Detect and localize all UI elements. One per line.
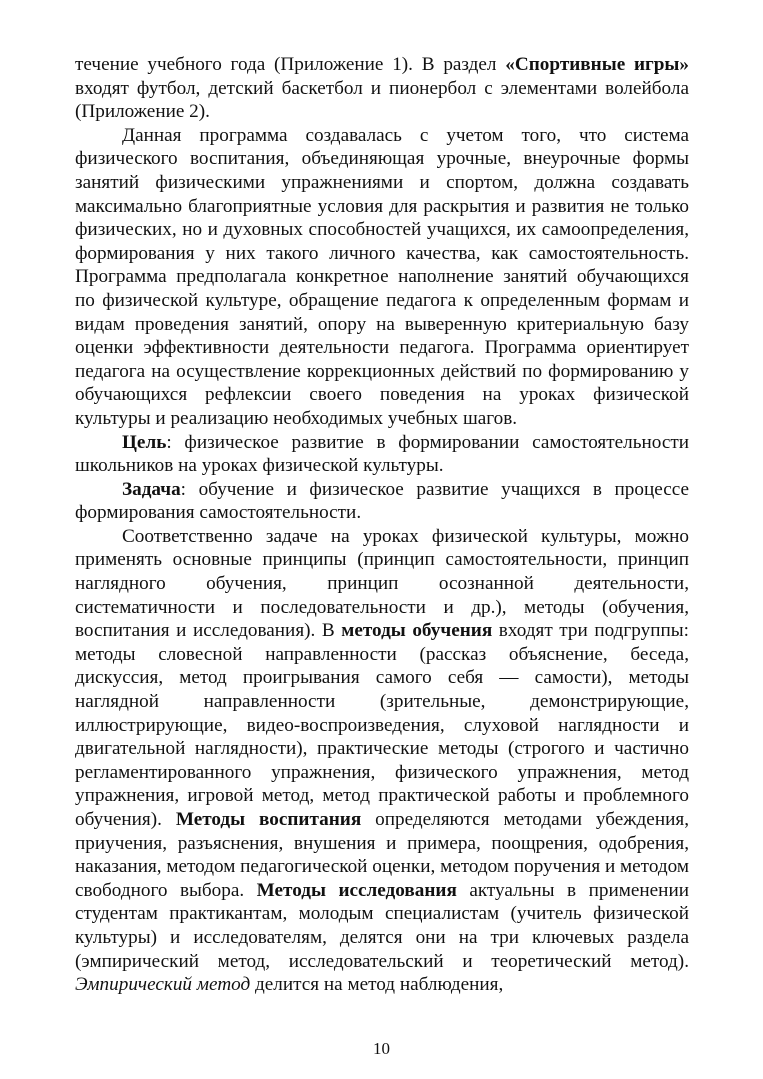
- bold-term: Методы исследования: [256, 879, 457, 901]
- text-run: течение учебного года (Приложение 1). В раздел: [75, 54, 506, 75]
- text-run: Соответственно задаче на уроках физической культуры, можно применять основные принципы (принцип самостоятельности, принцип наглядного обучения, принцип осознанной деятельности, систематичности и последовательности и др.), методы (обучения, воспитания и исследования). В: [75, 525, 689, 642]
- text-run: Данная программа создавалась с учетом того, что система физического воспитания, объединяющая урочные, внеурочные формы занятий физическими упражнениями и спортом, должна создавать максимально благоприятные условия для раскрытия и развития не только физических, но и духовных способностей учащихся, их самоопределения, формирования у них такого личного качества, как самостоятельность. Программа предполагала конкретное наполнение занятий обучающихся по физической культуре, обращение педагога к определенным формам и видам проведения занятий, опору на выверенную критериальную базу оценки эффективности деятельности педагога. Программа ориентирует педагога на осуществление коррекционных действий по формированию у обучающихся рефлексии своего поведения на уроках физической культуры и реализацию необходимых учебных шагов.: [75, 124, 689, 429]
- bold-term: Методы воспитания: [175, 809, 362, 830]
- bold-term: Задача: [122, 478, 181, 500]
- paragraph-goal: [75, 431, 689, 478]
- bold-term: методы обучения: [341, 620, 493, 642]
- page-number: 10: [373, 1039, 390, 1058]
- text-run: актуальны в применении студентам практикантам, молодым специалистам (учитель физической культуры) и исследователям, делятся они на три ключевых раздела (эмпирический метод, исследовательский и теоретический метод).: [75, 879, 689, 972]
- bold-term: Цель: [122, 431, 167, 453]
- italic-term: Эмпирический метод: [75, 974, 251, 996]
- paragraph-methods: [75, 525, 689, 997]
- text-run: : физическое развитие в формировании самостоятельности школьников на уроках физической культуры.: [75, 431, 689, 477]
- paragraph-task: [75, 478, 689, 525]
- text-run: определяются методами убеждения, приучения, разъяснения, внушения и примера, поощрения, одобрения, наказания, методом педагогической оценки, методом поручения и методом свободного выбора.: [75, 809, 689, 901]
- text-run: делится на метод наблюдения,: [250, 974, 504, 996]
- text-run: : обучение и физическое развитие учащихся в процессе формирования самостоятельности.: [75, 478, 689, 524]
- body-text: [75, 53, 689, 997]
- text-run: входят три подгруппы: методы словесной направленности (рассказ объяснение, беседа, дискуссия, метод проигрывания самого себя — самости), методы наглядной направленности (зрительные, демонстрирующие, иллюстрирующие, видео-воспроизведения, слуховой наглядности и двигательной наглядности), практические методы (строгого и частично регламентированного упражнения, физического упражнения, метод упражнения, игровой метод, метод практической работы и проблемного обучения).: [75, 620, 689, 830]
- text-run: входят футбол, детский баскетбол и пионербол с элементами волейбола (Приложение 2).: [75, 77, 689, 123]
- paragraph-2: [75, 124, 689, 431]
- paragraph-1: [75, 53, 689, 124]
- bold-term: «Спортивные игры»: [505, 54, 689, 75]
